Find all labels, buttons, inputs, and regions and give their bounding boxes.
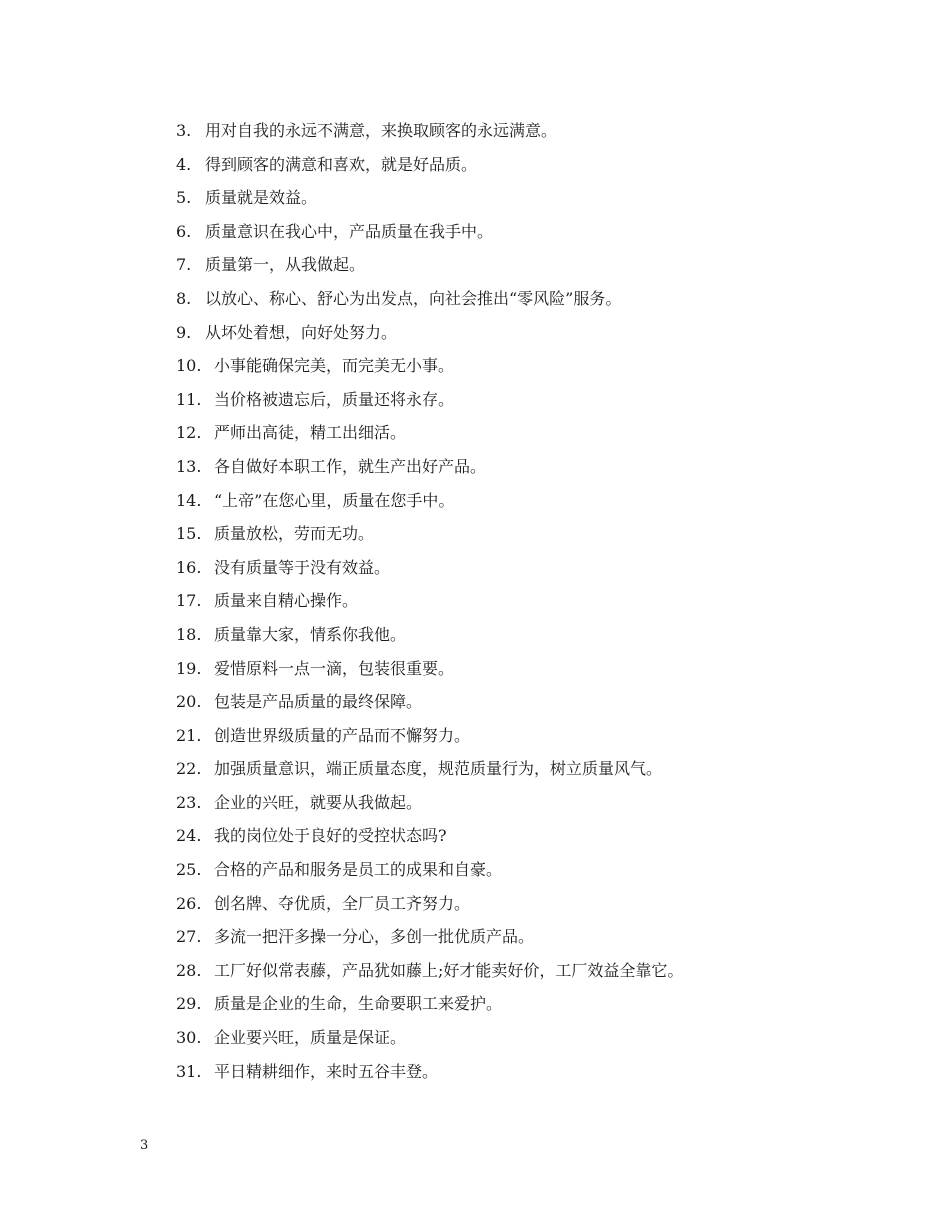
item-text: 质量靠大家，情系你我他。	[214, 624, 407, 644]
item-text: 平日精耕细作，来时五谷丰登。	[214, 1061, 439, 1081]
page-number: 3	[140, 1138, 149, 1153]
list-item	[176, 990, 683, 1024]
item-number: 28.	[176, 960, 202, 980]
item-number: 3.	[176, 121, 192, 140]
list-item	[176, 722, 683, 756]
list-item	[176, 117, 683, 151]
item-number: 27.	[176, 927, 202, 947]
item-text: 包装是产品质量的最终保障。	[214, 692, 423, 712]
item-number: 11.	[176, 389, 202, 409]
item-text: 质量来自精心操作。	[214, 591, 359, 611]
item-number: 8.	[176, 288, 192, 308]
item-text: 企业的兴旺，就要从我做起。	[214, 792, 423, 812]
item-number: 5.	[176, 188, 192, 208]
list-item	[176, 251, 683, 285]
list-item	[176, 218, 683, 252]
list-item	[176, 856, 683, 890]
list-item	[176, 621, 683, 655]
item-text: 加强质量意识，端正质量态度，规范质量行为，树立质量风气。	[214, 759, 663, 779]
item-text: 企业要兴旺，质量是保证。	[214, 1028, 407, 1048]
item-text: 小事能确保完美，而完美无小事。	[214, 356, 455, 376]
item-text: 用对自我的永远不满意，来换取顾客的永远满意。	[205, 121, 558, 140]
item-number: 15.	[176, 524, 202, 544]
item-number: 14.	[176, 490, 202, 510]
list-item	[176, 487, 683, 521]
item-text: 合格的产品和服务是员工的成果和自豪。	[214, 860, 503, 880]
item-text: 质量是企业的生命，生命要职工来爱护。	[214, 994, 503, 1014]
item-number: 9.	[176, 322, 192, 342]
item-number: 26.	[176, 893, 202, 913]
item-number: 25.	[176, 860, 202, 880]
item-text: 创造世界级质量的产品而不懈努力。	[214, 725, 471, 745]
list-item	[176, 285, 683, 319]
item-number: 12.	[176, 423, 202, 443]
item-number: 4.	[176, 154, 192, 174]
item-number: 23.	[176, 792, 202, 812]
list-item	[176, 890, 683, 924]
list-item	[176, 184, 683, 218]
item-text: 质量意识在我心中，产品质量在我手中。	[205, 221, 494, 241]
item-text: 多流一把汗多操一分心，多创一批优质产品。	[214, 927, 535, 947]
item-text: “上帝”在您心里，质量在您手中。	[214, 490, 455, 510]
list-item	[176, 1058, 683, 1092]
list-item	[176, 352, 683, 386]
item-text: 严师出高徒，精工出细活。	[214, 423, 407, 443]
item-text: 得到顾客的满意和喜欢，就是好品质。	[205, 154, 478, 174]
item-number: 22.	[176, 759, 202, 779]
item-number: 30.	[176, 1028, 202, 1048]
item-number: 17.	[176, 591, 202, 611]
list-item	[176, 587, 683, 621]
item-text: 从坏处着想，向好处努力。	[205, 322, 398, 342]
item-text: 当价格被遗忘后，质量还将永存。	[214, 389, 455, 409]
list-item	[176, 1024, 683, 1058]
item-number: 7.	[176, 255, 192, 275]
item-number: 16.	[176, 557, 202, 577]
item-number: 18.	[176, 624, 202, 644]
item-text: 没有质量等于没有效益。	[214, 557, 391, 577]
item-text: 创名牌、夺优质，全厂员工齐努力。	[214, 893, 471, 913]
list-item	[176, 319, 683, 353]
item-text: 我的岗位处于良好的受控状态吗?	[214, 826, 447, 846]
list-item	[176, 957, 683, 991]
list-item	[176, 655, 683, 689]
list-item	[176, 688, 683, 722]
list-item	[176, 386, 683, 420]
item-number: 31.	[176, 1061, 202, 1081]
slogan-list	[176, 117, 683, 1091]
item-number: 19.	[176, 658, 202, 678]
item-text: 质量第一，从我做起。	[205, 255, 366, 275]
list-item	[176, 520, 683, 554]
list-item	[176, 755, 683, 789]
item-number: 20.	[176, 692, 202, 712]
list-item	[176, 554, 683, 588]
list-item	[176, 151, 683, 185]
item-text: 质量就是效益。	[205, 188, 318, 208]
item-text: 工厂好似常表藤，产品犹如藤上;好才能卖好价，工厂效益全靠它。	[214, 960, 684, 980]
item-text: 质量放松，劳而无功。	[214, 524, 375, 544]
item-number: 29.	[176, 994, 202, 1014]
item-number: 24.	[176, 826, 202, 846]
list-item	[176, 453, 683, 487]
list-item	[176, 822, 683, 856]
item-text: 各自做好本职工作，就生产出好产品。	[214, 456, 487, 476]
item-text: 以放心、称心、舒心为出发点，向社会推出“零风险”服务。	[205, 288, 622, 308]
list-item	[176, 789, 683, 823]
item-number: 10.	[176, 356, 202, 376]
item-number: 13.	[176, 456, 202, 476]
item-number: 6.	[176, 221, 192, 241]
list-item	[176, 923, 683, 957]
item-number: 21.	[176, 725, 202, 745]
item-text: 爱惜原料一点一滴，包装很重要。	[214, 658, 455, 678]
list-item	[176, 419, 683, 453]
